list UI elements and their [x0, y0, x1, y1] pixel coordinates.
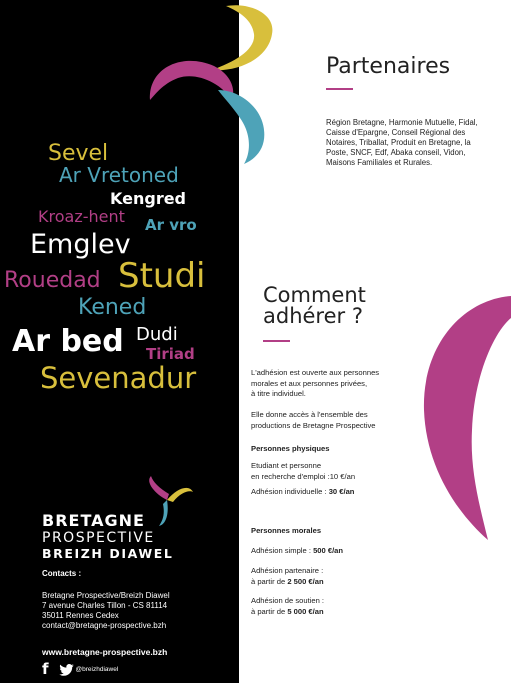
- word-kengred: Kengred: [110, 189, 187, 208]
- left-panel: [0, 0, 239, 683]
- facebook-icon[interactable]: f: [42, 660, 49, 678]
- logo-prospective: PROSPECTIVE: [42, 530, 155, 546]
- logo-breizh-diawel: BREIZH DIAWEL: [42, 546, 174, 561]
- tarif-individuelle-price: 30 €/an: [328, 487, 355, 496]
- tarif-soutien-price: 5 000 €/an: [287, 606, 324, 616]
- tarif-etudiant-l1: Etudiant et personne: [251, 461, 322, 470]
- word-ar-bed: Ar bed: [12, 324, 124, 359]
- tarif-etudiant: [251, 461, 355, 482]
- tarif-individuelle: [251, 487, 354, 498]
- tarif-partenaire: [251, 566, 324, 587]
- tarif-soutien-prefix: à partir de: [251, 606, 288, 616]
- contacts-block: [42, 569, 170, 631]
- contacts-email[interactable]: contact@bretagne-prospective.bzh: [42, 621, 167, 630]
- adherer-title-line1: Comment: [263, 283, 366, 307]
- word-emglev: Emglev: [30, 229, 131, 260]
- partenaires-text: Région Bretagne, Harmonie Mutuelle, Fidal, Caisse d'Epargne, Conseil Régional des Notaires, Triballat, Produit en Bretagne, la Poste, SNCF, Edf, Abaka conseil, Vidon, Maisons Familiales et Rurales.: [326, 118, 478, 167]
- word-kroaz-hent: Kroaz-hent: [38, 207, 125, 226]
- word-dudi: Dudi: [136, 324, 178, 345]
- word-kened: Kened: [78, 295, 147, 320]
- tarif-individuelle-prefix: Adhésion individuelle :: [251, 487, 329, 496]
- adherer-intro1: [251, 368, 379, 400]
- adherer-intro2: [251, 410, 376, 431]
- partenaires-title: Partenaires: [326, 54, 451, 79]
- tarif-etudiant-price: 10 €/an: [329, 471, 356, 481]
- adherer-title-line2: adhérer ?: [263, 304, 363, 329]
- adherer-rule: [263, 340, 290, 342]
- contacts-label: Contacts :: [42, 569, 82, 578]
- tarif-partenaire-prefix: à partir de: [251, 576, 288, 586]
- adherer-intro1-l3: à titre individuel.: [251, 389, 306, 398]
- contacts-city: 35011 Rennes Cedex: [42, 611, 119, 620]
- website-link[interactable]: www.bretagne-prospective.bzh: [42, 647, 168, 657]
- tarif-partenaire-price: 2 500 €/an: [287, 576, 324, 586]
- adherer-intro2-l1: Elle donne accès à l'ensemble des: [251, 410, 368, 419]
- word-studi: Studi: [118, 256, 206, 296]
- logo-bretagne: BRETAGNE: [42, 511, 145, 530]
- tarif-partenaire-l1: Adhésion partenaire :: [251, 566, 324, 575]
- word-sevel: Sevel: [48, 141, 109, 166]
- adherer-intro1-l1: L'adhésion est ouverte aux personnes: [251, 368, 380, 377]
- morales-label: Personnes morales: [251, 526, 322, 535]
- tarif-soutien: [251, 596, 324, 617]
- tarif-simple: [251, 546, 343, 557]
- adherer-intro1-l2: morales et aux personnes privées,: [251, 378, 368, 388]
- partenaires-rule: [326, 88, 353, 90]
- tarif-simple-prefix: Adhésion simple :: [251, 546, 314, 555]
- word-rouedad: Rouedad: [4, 268, 101, 293]
- physiques-label: Personnes physiques: [251, 444, 330, 453]
- tarif-simple-price: 500 €/an: [313, 546, 344, 555]
- tarif-etudiant-prefix: en recherche d'emploi :: [251, 471, 330, 481]
- word-tiriad: Tiriad: [146, 345, 195, 363]
- logo-wordmark: [42, 512, 173, 561]
- word-sevenadur: Sevenadur: [40, 361, 197, 395]
- twitter-icon[interactable]: [59, 664, 74, 676]
- social-row: [42, 662, 118, 677]
- twitter-handle[interactable]: @breizhdiawel: [75, 666, 119, 673]
- tarif-soutien-l1: Adhésion de soutien :: [251, 596, 325, 605]
- contacts-address: 7 avenue Charles Tillon - CS 81114: [42, 601, 168, 610]
- word-ar-vro: Ar vro: [145, 216, 197, 234]
- word-ar-vretoned: Ar Vretoned: [59, 163, 179, 187]
- adherer-intro2-l2: productions de Bretagne Prospective: [251, 420, 376, 430]
- contacts-org: Bretagne Prospective/Breizh Diawel: [42, 591, 170, 600]
- adherer-title: [263, 285, 366, 328]
